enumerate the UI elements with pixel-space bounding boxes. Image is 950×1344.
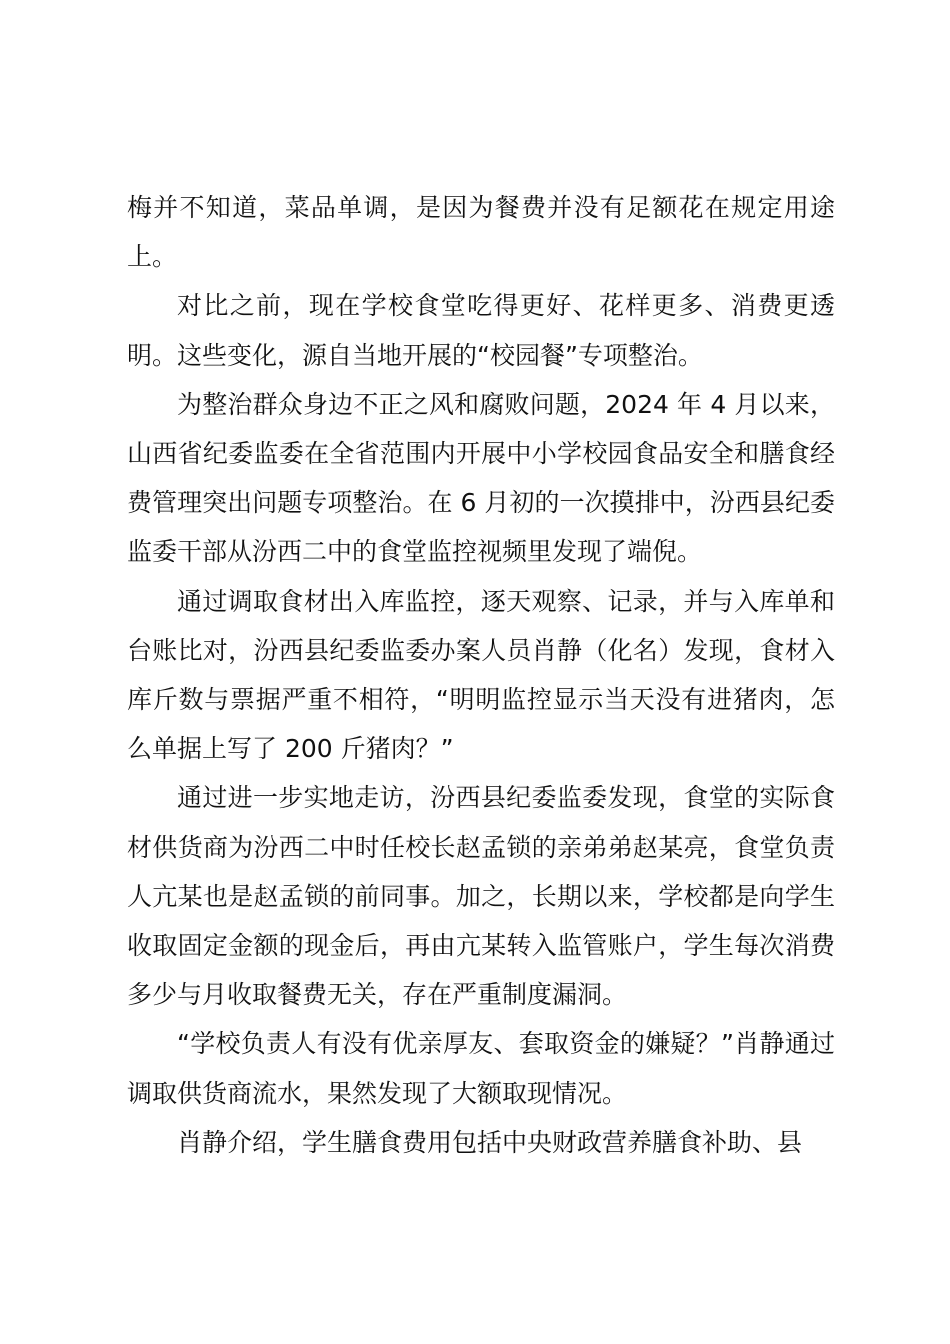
paragraph-1: 梅并不知道，菜品单调，是因为餐费并没有足额花在规定用途上。 — [127, 193, 835, 272]
paragraph-4: 通过调取食材出入库监控，逐天观察、记录，并与入库单和台账比对，汾西县纪委监委办案人员肖静（化名）发现，食材入库斤数与票据严重不相符，“明明监控显示当天没有进猪肉，怎么单据上写了 200 斤猪肉？” — [127, 586, 835, 764]
paragraph-2: 对比之前，现在学校食堂吃得更好、花样更多、消费更透明。这些变化，源自当地开展的“校园餐”专项整治。 — [127, 291, 835, 370]
paragraph-3: 为整治群众身边不正之风和腐败问题，2024 年 4 月以来，山西省纪委监委在全省范围内开展中小学校园食品安全和膳食经费管理突出问题专项整治。在 6 月初的一次摸排中，汾西县纪委监委干部从汾西二中的食堂监控视频里发现了端倪。 — [127, 389, 835, 567]
paragraph-6: “学校负责人有没有优亲厚友、套取资金的嫌疑？”肖静通过调取供货商流水，果然发现了大额取现情况。 — [127, 1029, 835, 1108]
paragraph-5: 通过进一步实地走访，汾西县纪委监委发现，食堂的实际食材供货商为汾西二中时任校长赵孟锁的亲弟弟赵某亮，食堂负责人亢某也是赵孟锁的前同事。加之，长期以来，学校都是向学生收取固定金额的现金后，再由亢某转入监管账户，学生每次消费多少与月收取餐费无关，存在严重制度漏洞。 — [127, 783, 835, 1010]
article-body — [127, 183, 835, 1167]
paragraph-7: 肖静介绍，学生膳食费用包括中央财政营养膳食补助、县 — [177, 1127, 803, 1157]
